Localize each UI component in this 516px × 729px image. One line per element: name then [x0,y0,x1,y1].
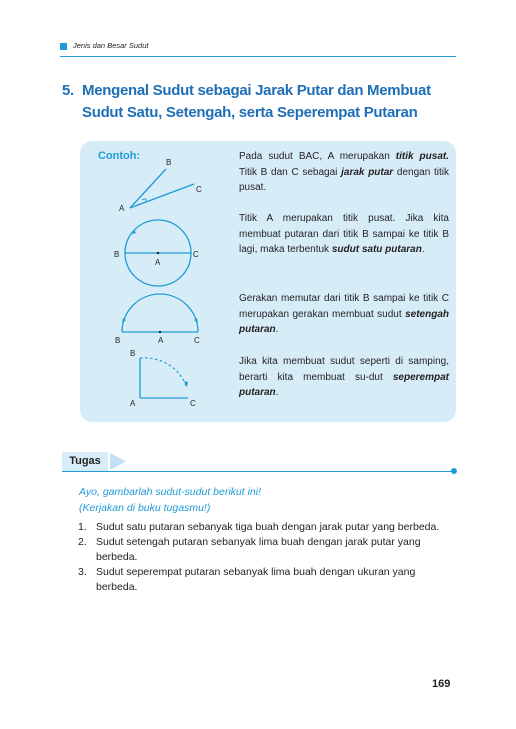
task-item: 1. Sudut satu putaran sebanyak tiga buah dengan jarak putar yang berbeda. [78,521,440,533]
label-c: C [190,399,196,408]
task-item: 2. Sudut setengah putaran sebanyak lima buah dengan jarak putar yang berbeda. [78,536,421,563]
label-c: C [194,336,200,345]
label-a: A [155,258,161,267]
circle-center [157,252,159,254]
half-arc [122,294,198,332]
label-a: A [158,336,164,345]
tugas-arrow-icon [108,452,128,471]
full-turn-figure [114,220,199,286]
tugas-instruction: Ayo, gambarlah sudut-sudut berikut ini! [79,486,262,498]
half-arrow-end [194,318,198,323]
label-a: A [119,204,125,213]
ray-ac [130,184,194,208]
half-arrow-start [122,318,126,323]
tugas-label: Tugas [62,452,108,471]
label-a: A [130,399,136,408]
ray-ab [130,169,166,208]
section-number: 5. [62,82,74,99]
section-title [62,80,462,124]
running-header: Jenis dan Besar Sudut [73,41,149,50]
example-paragraph-1: Pada sudut BAC, A merupakan titik pusat. Titik B dan C sebagai jarak putar dengan titik pusat. [239,151,449,193]
quarter-arc [140,358,186,386]
example-paragraph-4: Jika kita membuat sudut seperti di samping, berarti kita membuat su-dut seperempat putaran. [239,356,449,398]
label-b: B [130,349,136,358]
page-number: 169 [432,678,451,690]
label-c: C [193,250,199,259]
example-paragraph-2: Titik A merupakan titik pusat. Jika kita membuat putaran dari titik B sampai ke titik B lagi, maka terbentuk sudut satu putaran. [239,213,449,255]
half-center [159,331,161,333]
tugas-rule [62,471,454,472]
section-title-text: Mengenal Sudut sebagai Jarak Putar dan Membuat Sudut Satu, Setengah, serta Seperempat Putaran [82,82,431,121]
tugas-instruction-note: (Kerjakan di buku tugasmu!) [79,502,211,514]
label-b: B [115,336,121,345]
example-label: Contoh: [98,150,141,162]
label-b: B [114,250,120,259]
header-marker [60,43,67,50]
task-item: 3. Sudut seperempat putaran sebanyak lima buah dengan ukuran yang berbeda. [78,566,416,593]
example-paragraph-3: Gerakan memutar dari titik B sampai ke titik C merupakan gerakan membuat sudut setengah putaran. [239,293,449,335]
angle-bac-figure [119,158,202,213]
tugas-rule-dot [451,468,457,474]
quarter-turn-figure [130,349,196,408]
label-b: B [166,158,172,167]
header-rule [60,56,456,57]
task-list [78,520,456,595]
half-turn-figure [115,294,200,345]
angle-diagrams [106,150,226,412]
label-c: C [196,185,202,194]
quarter-arrow [184,381,188,387]
